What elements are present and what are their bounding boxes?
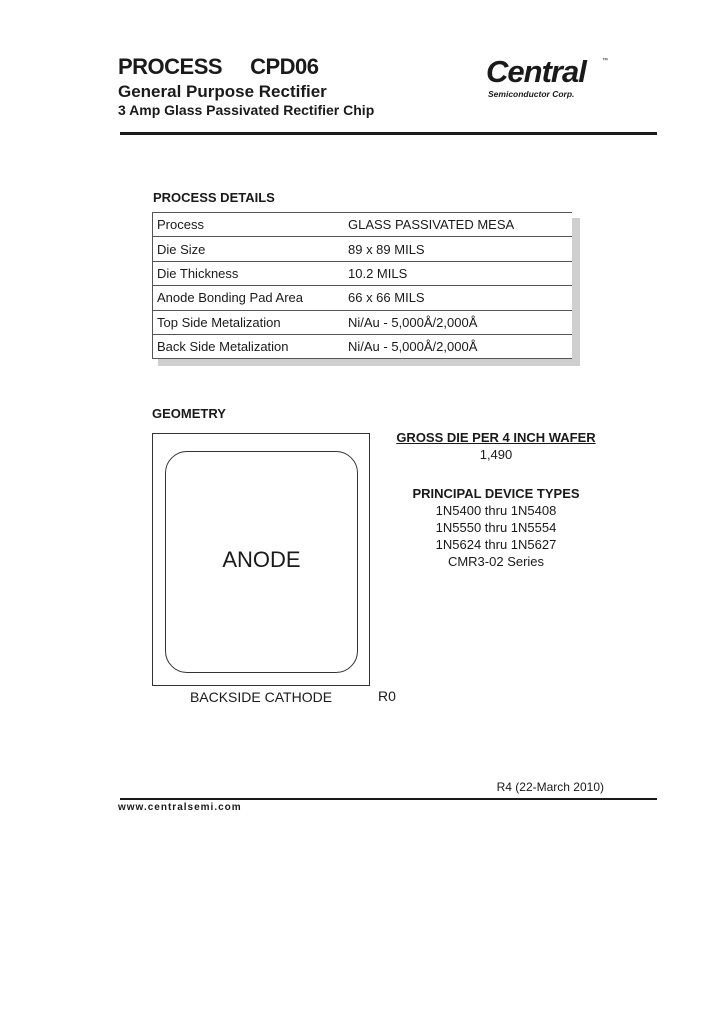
row-label: Back Side Metalization bbox=[153, 334, 345, 358]
device-type-item: CMR3-02 Series bbox=[447, 554, 545, 569]
anode-label: ANODE bbox=[222, 547, 301, 572]
gross-die-value: 1,490 bbox=[479, 447, 513, 462]
table-row bbox=[153, 286, 573, 310]
logo-tagline: Semiconductor Corp. bbox=[488, 89, 575, 99]
row-label: Process bbox=[153, 213, 345, 237]
device-type-item: 1N5550 thru 1N5554 bbox=[435, 520, 557, 535]
table-row bbox=[153, 237, 573, 261]
process-details-table bbox=[152, 212, 572, 358]
page-title: General Purpose Rectifier bbox=[118, 82, 327, 101]
row-label: Anode Bonding Pad Area bbox=[153, 286, 345, 310]
row-value: Ni/Au - 5,000Å/2,000Å bbox=[344, 310, 572, 334]
row-value: 10.2 MILS bbox=[344, 261, 572, 285]
row-value: 66 x 66 MILS bbox=[344, 286, 572, 310]
device-type-item: 1N5400 thru 1N5408 bbox=[435, 503, 557, 518]
page-subtitle: 3 Amp Glass Passivated Rectifier Chip bbox=[118, 102, 375, 118]
row-value: 89 x 89 MILS bbox=[344, 237, 572, 261]
logo-wordmark: Central bbox=[486, 54, 586, 89]
cathode-label: BACKSIDE CATHODE bbox=[189, 689, 333, 705]
document-revision: R4 (22-March 2010) bbox=[496, 780, 604, 794]
process-details-heading: PROCESS DETAILS bbox=[153, 190, 275, 205]
header-divider bbox=[120, 132, 657, 135]
company-logo bbox=[486, 54, 608, 102]
geometry-heading: GEOMETRY bbox=[152, 406, 226, 421]
table-row bbox=[153, 310, 573, 334]
table-row bbox=[153, 213, 573, 237]
row-value: GLASS PASSIVATED MESA bbox=[344, 213, 572, 237]
geometry-revision: R0 bbox=[378, 688, 396, 704]
logo-trademark: ™ bbox=[602, 58, 608, 64]
process-label: PROCESS bbox=[118, 54, 223, 79]
process-heading bbox=[118, 54, 319, 80]
table-row bbox=[153, 261, 573, 285]
row-value: Ni/Au - 5,000Å/2,000Å bbox=[344, 334, 572, 358]
footer-divider bbox=[120, 798, 657, 800]
row-label: Die Size bbox=[153, 237, 345, 261]
row-label: Die Thickness bbox=[153, 261, 345, 285]
row-label: Top Side Metalization bbox=[153, 310, 345, 334]
website-link[interactable]: www.centralsemi.com bbox=[118, 802, 242, 813]
process-code: CPD06 bbox=[250, 54, 319, 79]
device-type-item: 1N5624 thru 1N5627 bbox=[435, 537, 557, 552]
gross-die-heading: GROSS DIE PER 4 INCH WAFER bbox=[396, 430, 596, 445]
table-row bbox=[153, 334, 573, 358]
device-types-heading: PRINCIPAL DEVICE TYPES bbox=[412, 486, 580, 501]
